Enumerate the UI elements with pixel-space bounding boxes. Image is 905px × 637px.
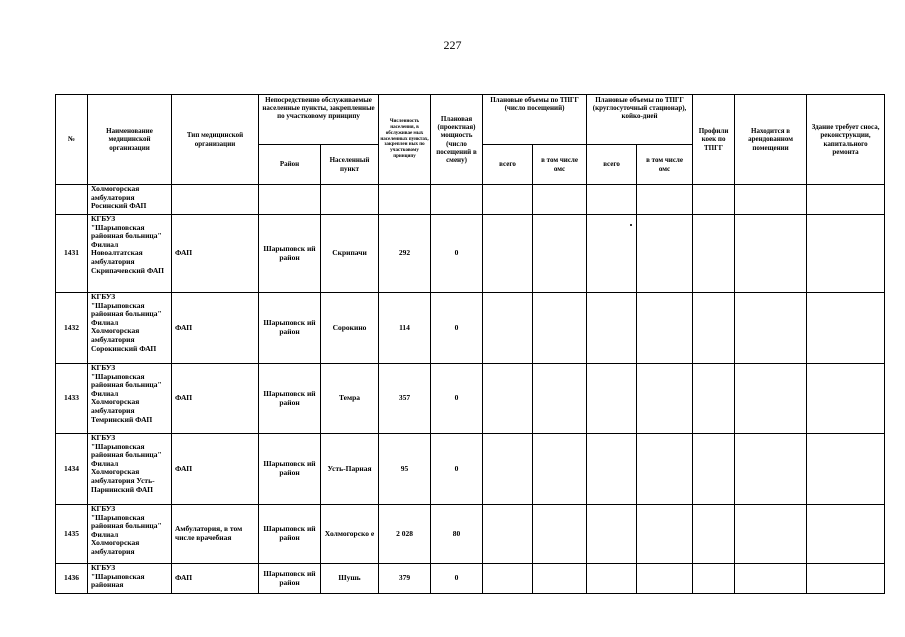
header-settlement: Населенный пункт [321, 145, 379, 185]
header-tpgg-beds: Плановые объемы по ТПГГ (круглосуточный стационар), койко-дней [587, 95, 693, 145]
cell-no: 1432 [56, 293, 88, 364]
cell-no [56, 185, 88, 215]
header-bed-profiles: Профили коек по ТПГГ [693, 95, 735, 185]
cell-org: КГБУЗ "Шарыповская районная больница" Филиал Холмогорская амбулатория Темринский ФАП [88, 364, 172, 434]
cell-population: 357 [379, 364, 431, 434]
cell-settlement: Сорокино [321, 293, 379, 364]
cell-no: 1434 [56, 434, 88, 505]
cell-settlement [321, 185, 379, 215]
cell-org: КГБУЗ "Шарыповская районная больница" Филиал Холмогорская амбулатория [88, 505, 172, 564]
header-visits-oms: в том числе омс [533, 145, 587, 185]
cell-org: КГБУЗ "Шарыповская районная [88, 564, 172, 594]
table-row [56, 434, 885, 505]
page-number: 227 [443, 38, 462, 52]
facilities-table [55, 94, 885, 594]
cell-population [379, 185, 431, 215]
cell-org: КГБУЗ "Шарыповская районная больница" Филиал Холмогорская амбулатория Сорокинский ФАП [88, 293, 172, 364]
header-district: Район [259, 145, 321, 185]
cell-population: 114 [379, 293, 431, 364]
cell-type: ФАП [172, 564, 259, 594]
cell-population: 95 [379, 434, 431, 505]
cell-capacity: 0 [431, 564, 483, 594]
header-demolition: Здание требует сноса, реконструкции, капитального ремонта [807, 95, 885, 185]
cell-settlement: Шушь [321, 564, 379, 594]
cell-capacity: 0 [431, 434, 483, 505]
cell-type [172, 185, 259, 215]
cell-district: Шарыповск ий район [259, 293, 321, 364]
header-org-type: Тип медицинской организации [172, 95, 259, 185]
cell-district: Шарыповск ий район [259, 364, 321, 434]
table-row [56, 364, 885, 434]
header-no: № [56, 95, 88, 185]
cell-type: ФАП [172, 364, 259, 434]
cell-org: КГБУЗ "Шарыповская районная больница" Филиал Холмогорская амбулатория Усть-Парнинский ФАП [88, 434, 172, 505]
cell-district: Шарыповск ий район [259, 215, 321, 293]
table-row [56, 505, 885, 564]
cell-capacity: 0 [431, 215, 483, 293]
cell-no: 1431 [56, 215, 88, 293]
cell-settlement: Темра [321, 364, 379, 434]
table-row [56, 564, 885, 594]
header-tpgg-visits: Плановые объемы по ТПГГ (число посещений) [483, 95, 587, 145]
table-row [56, 215, 885, 293]
cell-capacity: 0 [431, 364, 483, 434]
cell-type: ФАП [172, 293, 259, 364]
cell-type: ФАП [172, 434, 259, 505]
header-population: Численность населения, в обслуживае мых населенных пунктах, закреплен ных по участковому принципу [379, 95, 431, 185]
cell-org: КГБУЗ "Шарыповская районная больница" Филиал Новоалтатская амбулатория Скрипачевский ФАП [88, 215, 172, 293]
cell-no: 1435 [56, 505, 88, 564]
cell-district [259, 185, 321, 215]
cell-settlement: Скрипачи [321, 215, 379, 293]
header-capacity: Плановая (проектная) мощность (число посещений в смену) [431, 95, 483, 185]
cell-population: 292 [379, 215, 431, 293]
cell-settlement: Холмогорско е [321, 505, 379, 564]
cell-population: 379 [379, 564, 431, 594]
cell-capacity: 0 [431, 293, 483, 364]
header-beds-total: всего [587, 145, 637, 185]
header-served: Непосредственно обслуживаемые населенные пункты, закрепленные по участковому принципу [259, 95, 379, 145]
header-rented: Находится в арендованном помещении [735, 95, 807, 185]
header-visits-total: всего [483, 145, 533, 185]
cell-type: ФАП [172, 215, 259, 293]
cell-capacity [431, 185, 483, 215]
cell-org: Холмогорская амбулатория Росинский ФАП [88, 185, 172, 215]
cell-population: 2 028 [379, 505, 431, 564]
table-row [56, 293, 885, 364]
cell-no: 1436 [56, 564, 88, 594]
table-row [56, 185, 885, 215]
cell-district: Шарыповск ий район [259, 505, 321, 564]
cell-settlement: Усть-Парная [321, 434, 379, 505]
cell-capacity: 80 [431, 505, 483, 564]
cell-district: Шарыповск ий район [259, 434, 321, 505]
cell-district: Шарыповск ий район [259, 564, 321, 594]
cell-type: Амбулатория, в том числе врачебная [172, 505, 259, 564]
header-org-name: Наименование медицинской организации [88, 95, 172, 185]
header-beds-oms: в том числе омс [637, 145, 693, 185]
cell-no: 1433 [56, 364, 88, 434]
